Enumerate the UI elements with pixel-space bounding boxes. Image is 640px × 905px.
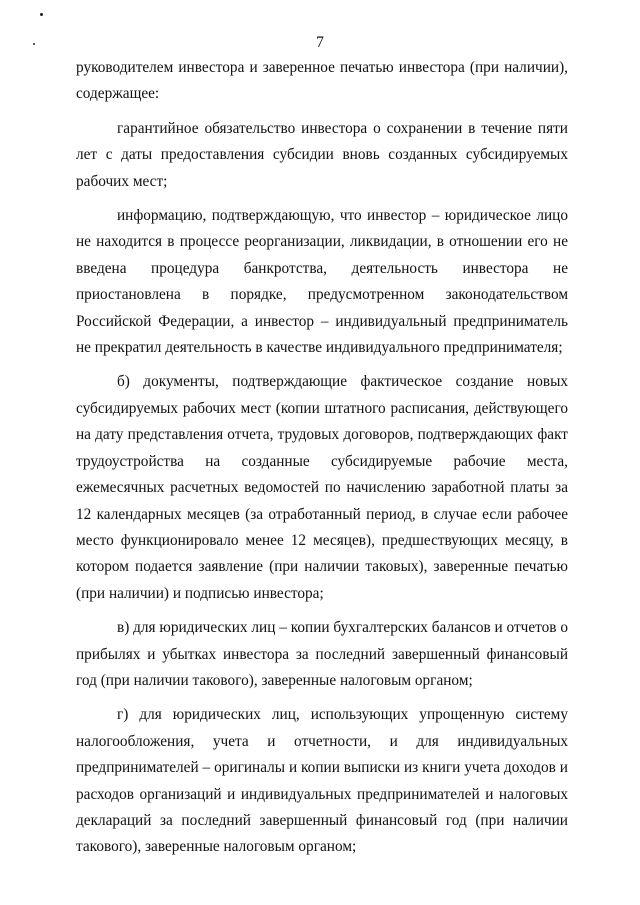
paragraph-item-b: б) документы, подтверждающие фактическое создание новых субсидируемых рабочих мест (копии штатного расписания, действующего на дату представления отчета, трудовых договоров, подтверждающих факт трудоустройства на созданные субсидируемые рабочие места, ежемесячных расчетных ведомостей по начислению заработной платы за 12 календарных месяцев (за отработанный период, в случае если рабочее место функционировало менее 12 месяцев), предшествующих месяцу, в котором подается заявление (при наличии таковых), заверенные печатью (при наличии) и подписью инвестора; <box>76 373 568 602</box>
paragraph-guarantee-obligation: гарантийное обязательство инвестора о сохранении в течение пяти лет с даты предоставления субсидии вновь созданных субсидируемых рабочих мест; <box>76 119 568 190</box>
paragraph-investor-status-info: информацию, подтверждающую, что инвестор – юридическое лицо не находится в процессе реорганизации, ликвидации, в отношении его не введена процедура банкротства, деятельность инвестора не приостановлена в порядке, предусмотренном законодательством Российской Федерации, а инвестор – индивидуальный предприниматель не прекратил деятельность в качестве индивидуального предпринимателя; <box>76 207 568 357</box>
scan-speck <box>40 13 43 16</box>
paragraph-item-g: г) для юридических лиц, использующих упрощенную систему налогообложения, учета и отчетности, и для индивидуальных предпринимателей – оригиналы и копии выписки из книги учета доходов и расходов организаций и индивидуальных предпринимателей и налоговых деклараций за последний завершенный финансовый год (при наличии такового), заверенные налоговым органом; <box>76 706 568 856</box>
document-body <box>76 55 568 869</box>
paragraph-continuation: руководителем инвестора и заверенное печатью инвестора (при наличии), содержащее: <box>76 59 568 103</box>
page-number: 7 <box>316 34 324 51</box>
paragraph-item-v: в) для юридических лиц – копии бухгалтерских балансов и отчетов о прибылях и убытках инвестора за последний завершенный финансовый год (при наличии такового), заверенные налоговым органом; <box>76 619 568 689</box>
